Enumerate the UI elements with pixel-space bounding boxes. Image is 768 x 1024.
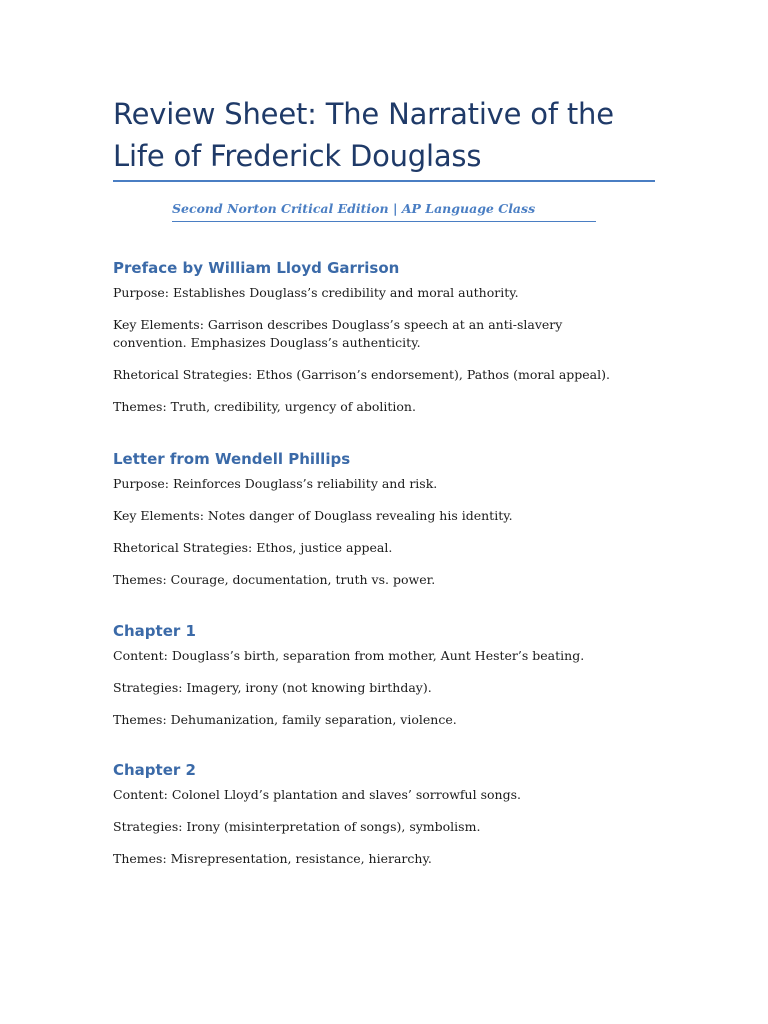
section-line: Themes: Misrepresentation, resistance, hierarchy.: [113, 851, 432, 866]
title-divider: [113, 180, 655, 182]
section-line: Rhetorical Strategies: Ethos, justice appeal.: [113, 540, 393, 555]
section-line: Rhetorical Strategies: Ethos (Garrison’s endorsement), Pathos (moral appeal).: [113, 367, 610, 382]
section-chapter-1: [113, 621, 673, 743]
subtitle-divider: [172, 221, 596, 222]
section-line: Key Elements: Garrison describes Douglass’s speech at an anti-slavery convention. Emphasizes Douglass’s authenticity.: [113, 317, 563, 350]
section-heading: Preface by William Lloyd Garrison: [113, 259, 400, 277]
section-heading: Chapter 2: [113, 761, 196, 779]
section-line: Strategies: Imagery, irony (not knowing birthday).: [113, 680, 432, 695]
section-line: Purpose: Reinforces Douglass’s reliability and risk.: [113, 476, 438, 491]
section-letter: [113, 449, 673, 603]
section-heading: Chapter 1: [113, 622, 196, 640]
section-line: Content: Douglass’s birth, separation from mother, Aunt Hester’s beating.: [113, 648, 585, 663]
section-line: Key Elements: Notes danger of Douglass revealing his identity.: [113, 508, 513, 523]
section-line: Content: Colonel Lloyd’s plantation and slaves’ sorrowful songs.: [113, 787, 521, 802]
section-line: Themes: Dehumanization, family separation, violence.: [113, 712, 457, 727]
section-line: Themes: Truth, credibility, urgency of abolition.: [113, 399, 416, 414]
section-preface: [113, 258, 673, 430]
section-chapter-2: [113, 760, 673, 882]
section-heading: Letter from Wendell Phillips: [113, 450, 351, 468]
document-title: Review Sheet: The Narrative of the Life of Frederick Douglass: [113, 97, 614, 173]
section-line: Themes: Courage, documentation, truth vs. power.: [113, 572, 436, 587]
section-line: Strategies: Irony (misinterpretation of songs), symbolism.: [113, 819, 481, 834]
document-subtitle: Second Norton Critical Edition | AP Language Class: [172, 201, 536, 216]
section-line: Purpose: Establishes Douglass’s credibility and moral authority.: [113, 285, 519, 300]
